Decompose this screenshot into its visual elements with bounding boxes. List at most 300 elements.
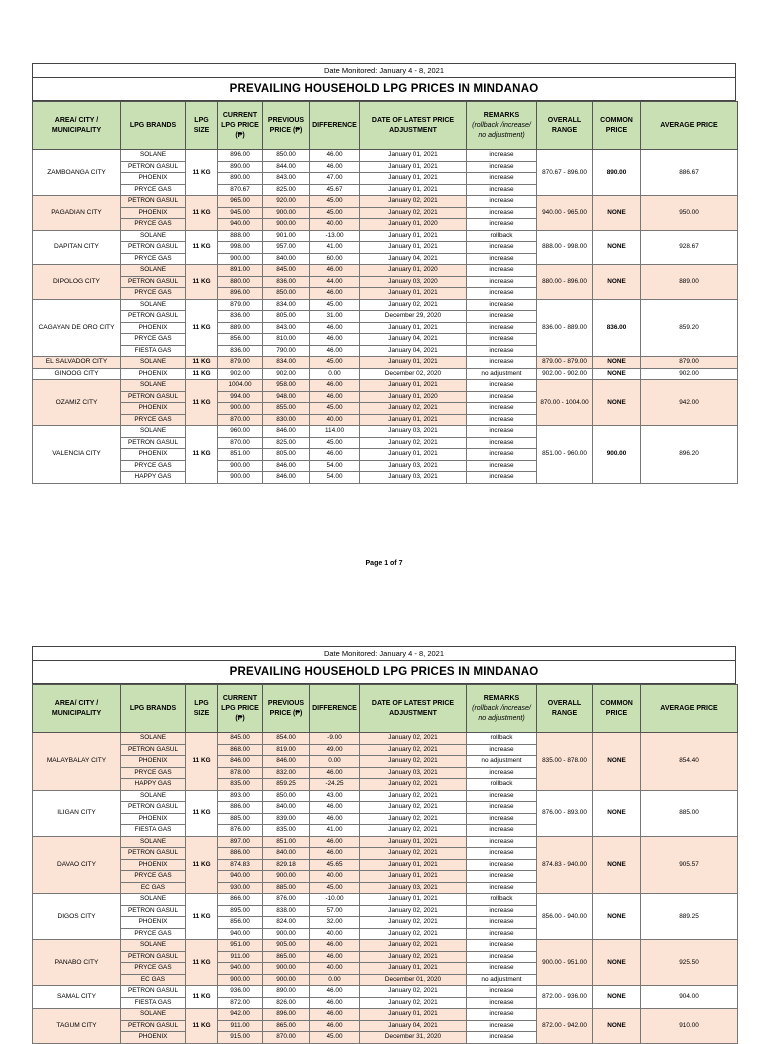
brand-cell: SOLANE xyxy=(121,357,186,369)
date-monitored: Date Monitored: January 4 - 8, 2021 xyxy=(32,646,736,660)
brand-cell: FIESTA GAS xyxy=(121,825,186,837)
brand-cell: PRYCE GAS xyxy=(121,184,186,196)
current-price-cell: 890.00 xyxy=(218,161,263,173)
difference-cell: 54.00 xyxy=(310,460,360,472)
header-area: AREA/ CITY / MUNICIPALITY xyxy=(33,685,121,733)
previous-price-cell: 870.00 xyxy=(263,1032,310,1044)
previous-price-cell: 830.00 xyxy=(263,414,310,426)
remarks-cell: increase xyxy=(467,790,537,802)
date-cell: January 02, 2021 xyxy=(360,790,467,802)
previous-price-cell: 885.00 xyxy=(263,882,310,894)
brand-cell: PHOENIX xyxy=(121,368,186,380)
current-price-cell: 846.00 xyxy=(218,756,263,768)
average-price-cell: 859.20 xyxy=(641,299,738,357)
average-price-cell: 886.67 xyxy=(641,150,738,196)
previous-price-cell: 920.00 xyxy=(263,196,310,208)
difference-cell: -10.00 xyxy=(310,894,360,906)
date-cell: January 01, 2021 xyxy=(360,322,467,334)
brand-cell: EC GAS xyxy=(121,974,186,986)
current-price-cell: 845.00 xyxy=(218,733,263,745)
remarks-cell: increase xyxy=(467,414,537,426)
remarks-cell: increase xyxy=(467,472,537,484)
previous-price-cell: 845.00 xyxy=(263,265,310,277)
remarks-cell: increase xyxy=(467,813,537,825)
area-cell: DIGOS CITY xyxy=(33,894,121,940)
brand-cell: PETRON GASUL xyxy=(121,986,186,998)
difference-cell: -9.00 xyxy=(310,733,360,745)
range-cell: 900.00 - 951.00 xyxy=(537,940,593,986)
brand-cell: PRYCE GAS xyxy=(121,414,186,426)
table-row xyxy=(33,790,738,802)
brand-cell: HAPPY GAS xyxy=(121,472,186,484)
brand-cell: PHOENIX xyxy=(121,859,186,871)
range-cell: 902.00 - 902.00 xyxy=(537,368,593,380)
average-price-cell: 904.00 xyxy=(641,986,738,1009)
table-header-row xyxy=(33,685,738,733)
area-cell: DAPITAN CITY xyxy=(33,230,121,265)
table-row xyxy=(33,940,738,952)
current-price-cell: 945.00 xyxy=(218,207,263,219)
difference-cell: 46.00 xyxy=(310,265,360,277)
remarks-cell: increase xyxy=(467,380,537,392)
difference-cell: 46.00 xyxy=(310,150,360,162)
difference-cell: 45.00 xyxy=(310,207,360,219)
size-cell: 11 KG xyxy=(186,940,218,986)
date-cell: January 03, 2021 xyxy=(360,767,467,779)
size-cell: 11 KG xyxy=(186,368,218,380)
previous-price-cell: 905.00 xyxy=(263,940,310,952)
brand-cell: PHOENIX xyxy=(121,449,186,461)
size-cell: 11 KG xyxy=(186,357,218,369)
date-cell: January 03, 2021 xyxy=(360,426,467,438)
current-price-cell: 870.67 xyxy=(218,184,263,196)
brand-cell: PETRON GASUL xyxy=(121,802,186,814)
common-price-cell: 836.00 xyxy=(593,299,641,357)
current-price-cell: 872.00 xyxy=(218,997,263,1009)
header-remarks-label: REMARKS xyxy=(483,111,520,119)
current-price-cell: 856.00 xyxy=(218,917,263,929)
difference-cell: 46.00 xyxy=(310,288,360,300)
difference-cell: 31.00 xyxy=(310,311,360,323)
range-cell: 876.00 - 893.00 xyxy=(537,790,593,836)
remarks-cell: increase xyxy=(467,882,537,894)
common-price-cell: NONE xyxy=(593,380,641,426)
table-row xyxy=(33,230,738,242)
difference-cell: 41.00 xyxy=(310,242,360,254)
previous-price-cell: 865.00 xyxy=(263,1020,310,1032)
price-table xyxy=(32,684,738,1044)
date-cell: December 01, 2020 xyxy=(360,974,467,986)
remarks-cell: increase xyxy=(467,848,537,860)
difference-cell: 45.00 xyxy=(310,196,360,208)
remarks-cell: increase xyxy=(467,161,537,173)
current-price-cell: 998.00 xyxy=(218,242,263,254)
table-row xyxy=(33,733,738,745)
previous-price-cell: 840.00 xyxy=(263,253,310,265)
range-cell: 940.00 - 965.00 xyxy=(537,196,593,231)
brand-cell: PRYCE GAS xyxy=(121,219,186,231)
range-cell: 836.00 - 889.00 xyxy=(537,299,593,357)
difference-cell: 0.00 xyxy=(310,368,360,380)
date-cell: January 03, 2021 xyxy=(360,882,467,894)
brand-cell: PETRON GASUL xyxy=(121,311,186,323)
report-title: PREVAILING HOUSEHOLD LPG PRICES IN MINDANAO xyxy=(32,660,736,684)
range-cell: 835.00 - 878.00 xyxy=(537,733,593,791)
brand-cell: SOLANE xyxy=(121,1009,186,1021)
previous-price-cell: 900.00 xyxy=(263,207,310,219)
size-cell: 11 KG xyxy=(186,380,218,426)
remarks-cell: increase xyxy=(467,196,537,208)
previous-price-cell: 805.00 xyxy=(263,449,310,461)
date-cell: January 02, 2021 xyxy=(360,207,467,219)
date-cell: December 29, 2020 xyxy=(360,311,467,323)
date-cell: January 02, 2021 xyxy=(360,403,467,415)
brand-cell: PRYCE GAS xyxy=(121,253,186,265)
header-date: DATE OF LATEST PRICE ADJUSTMENT xyxy=(360,102,467,150)
range-cell: 870.00 - 1004.00 xyxy=(537,380,593,426)
average-price-cell: 889.25 xyxy=(641,894,738,940)
brand-cell: PETRON GASUL xyxy=(121,951,186,963)
brand-cell: PHOENIX xyxy=(121,756,186,768)
header-brands: LPG BRANDS xyxy=(121,685,186,733)
previous-price-cell: 900.00 xyxy=(263,974,310,986)
difference-cell: 43.00 xyxy=(310,790,360,802)
previous-price-cell: 835.00 xyxy=(263,825,310,837)
date-cell: January 01, 2021 xyxy=(360,230,467,242)
remarks-cell: increase xyxy=(467,311,537,323)
table-row xyxy=(33,836,738,848)
current-price-cell: 886.00 xyxy=(218,848,263,860)
current-price-cell: 940.00 xyxy=(218,963,263,975)
size-cell: 11 KG xyxy=(186,150,218,196)
previous-price-cell: 825.00 xyxy=(263,437,310,449)
average-price-cell: 889.00 xyxy=(641,265,738,300)
date-cell: January 04, 2021 xyxy=(360,253,467,265)
previous-price-cell: 843.00 xyxy=(263,173,310,185)
remarks-cell: increase xyxy=(467,299,537,311)
previous-price-cell: 840.00 xyxy=(263,802,310,814)
previous-price-cell: 846.00 xyxy=(263,756,310,768)
difference-cell: 57.00 xyxy=(310,905,360,917)
current-price-cell: 896.00 xyxy=(218,150,263,162)
current-price-cell: 836.00 xyxy=(218,311,263,323)
common-price-cell: NONE xyxy=(593,368,641,380)
remarks-cell: increase xyxy=(467,253,537,265)
size-cell: 11 KG xyxy=(186,265,218,300)
current-price-cell: 870.00 xyxy=(218,414,263,426)
remarks-cell: increase xyxy=(467,403,537,415)
brand-cell: PHOENIX xyxy=(121,917,186,929)
difference-cell: 40.00 xyxy=(310,963,360,975)
header-average: AVERAGE PRICE xyxy=(641,102,738,150)
header-average: AVERAGE PRICE xyxy=(641,685,738,733)
brand-cell: EC GAS xyxy=(121,882,186,894)
brand-cell: SOLANE xyxy=(121,265,186,277)
size-cell: 11 KG xyxy=(186,733,218,791)
size-cell: 11 KG xyxy=(186,836,218,894)
area-cell: ZAMBOANGA CITY xyxy=(33,150,121,196)
date-cell: January 02, 2021 xyxy=(360,813,467,825)
previous-price-cell: 824.00 xyxy=(263,917,310,929)
header-range: OVERALL RANGE xyxy=(537,685,593,733)
page-number: Page 1 of 7 xyxy=(365,560,403,567)
previous-price-cell: 896.00 xyxy=(263,1009,310,1021)
date-cell: January 04, 2021 xyxy=(360,334,467,346)
difference-cell: 46.00 xyxy=(310,767,360,779)
brand-cell: PRYCE GAS xyxy=(121,767,186,779)
difference-cell: 40.00 xyxy=(310,219,360,231)
size-cell: 11 KG xyxy=(186,230,218,265)
previous-price-cell: 846.00 xyxy=(263,460,310,472)
area-cell: TAGUM CITY xyxy=(33,1009,121,1044)
table-body xyxy=(33,150,738,484)
brand-cell: PETRON GASUL xyxy=(121,196,186,208)
previous-price-cell: 900.00 xyxy=(263,219,310,231)
previous-price-cell: 948.00 xyxy=(263,391,310,403)
date-cell: January 01, 2021 xyxy=(360,288,467,300)
date-cell: January 02, 2021 xyxy=(360,779,467,791)
difference-cell: 46.00 xyxy=(310,951,360,963)
current-price-cell: 994.00 xyxy=(218,391,263,403)
brand-cell: PETRON GASUL xyxy=(121,242,186,254)
area-cell: DIPOLOG CITY xyxy=(33,265,121,300)
remarks-cell: increase xyxy=(467,1020,537,1032)
average-price-cell: 879.00 xyxy=(641,357,738,369)
remarks-cell: increase xyxy=(467,1032,537,1044)
previous-price-cell: 902.00 xyxy=(263,368,310,380)
date-cell: January 01, 2021 xyxy=(360,173,467,185)
date-cell: January 02, 2021 xyxy=(360,928,467,940)
date-cell: January 02, 2021 xyxy=(360,997,467,1009)
current-price-cell: 874.83 xyxy=(218,859,263,871)
current-price-cell: 851.00 xyxy=(218,449,263,461)
previous-price-cell: 790.00 xyxy=(263,345,310,357)
area-cell: PANABO CITY xyxy=(33,940,121,986)
header-brands: LPG BRANDS xyxy=(121,102,186,150)
difference-cell: 45.65 xyxy=(310,859,360,871)
previous-price-cell: 876.00 xyxy=(263,894,310,906)
current-price-cell: 897.00 xyxy=(218,836,263,848)
current-price-cell: 889.00 xyxy=(218,322,263,334)
current-price-cell: 915.00 xyxy=(218,1032,263,1044)
difference-cell: 46.00 xyxy=(310,449,360,461)
area-cell: GINOOG CITY xyxy=(33,368,121,380)
brand-cell: PHOENIX xyxy=(121,322,186,334)
difference-cell: 46.00 xyxy=(310,848,360,860)
date-cell: January 01, 2021 xyxy=(360,1009,467,1021)
area-cell: PAGADIAN CITY xyxy=(33,196,121,231)
date-monitored: Date Monitored: January 4 - 8, 2021 xyxy=(32,63,736,77)
remarks-cell: increase xyxy=(467,265,537,277)
table-row xyxy=(33,1009,738,1021)
current-price-cell: 868.00 xyxy=(218,744,263,756)
size-cell: 11 KG xyxy=(186,196,218,231)
date-cell: January 01, 2021 xyxy=(360,963,467,975)
date-cell: January 02, 2021 xyxy=(360,951,467,963)
previous-price-cell: 844.00 xyxy=(263,161,310,173)
remarks-cell: increase xyxy=(467,871,537,883)
date-cell: January 02, 2021 xyxy=(360,733,467,745)
difference-cell: 45.00 xyxy=(310,1032,360,1044)
header-size: LPG SIZE xyxy=(186,685,218,733)
date-cell: January 03, 2021 xyxy=(360,460,467,472)
date-cell: January 02, 2021 xyxy=(360,940,467,952)
common-price-cell: NONE xyxy=(593,940,641,986)
current-price-cell: 902.00 xyxy=(218,368,263,380)
previous-price-cell: 838.00 xyxy=(263,905,310,917)
current-price-cell: 879.00 xyxy=(218,357,263,369)
date-cell: January 04, 2021 xyxy=(360,345,467,357)
table-row xyxy=(33,265,738,277)
difference-cell: 46.00 xyxy=(310,334,360,346)
current-price-cell: 895.00 xyxy=(218,905,263,917)
table-header-row xyxy=(33,102,738,150)
date-cell: January 01, 2020 xyxy=(360,219,467,231)
date-cell: January 01, 2020 xyxy=(360,265,467,277)
current-price-cell: 870.00 xyxy=(218,437,263,449)
remarks-cell: increase xyxy=(467,767,537,779)
date-cell: January 02, 2021 xyxy=(360,917,467,929)
average-price-cell: 910.00 xyxy=(641,1009,738,1044)
remarks-cell: rollback xyxy=(467,894,537,906)
remarks-cell: increase xyxy=(467,357,537,369)
previous-price-cell: 851.00 xyxy=(263,836,310,848)
date-cell: January 01, 2021 xyxy=(360,414,467,426)
remarks-cell: increase xyxy=(467,449,537,461)
current-price-cell: 856.00 xyxy=(218,334,263,346)
difference-cell: 46.00 xyxy=(310,986,360,998)
date-cell: January 01, 2021 xyxy=(360,871,467,883)
difference-cell: 46.00 xyxy=(310,813,360,825)
brand-cell: SOLANE xyxy=(121,150,186,162)
previous-price-cell: 865.00 xyxy=(263,951,310,963)
difference-cell: 46.00 xyxy=(310,940,360,952)
brand-cell: PRYCE GAS xyxy=(121,871,186,883)
previous-price-cell: 819.00 xyxy=(263,744,310,756)
current-price-cell: 911.00 xyxy=(218,1020,263,1032)
range-cell: 879.00 - 879.00 xyxy=(537,357,593,369)
remarks-cell: increase xyxy=(467,219,537,231)
current-price-cell: 885.00 xyxy=(218,813,263,825)
remarks-cell: rollback xyxy=(467,779,537,791)
average-price-cell: 854.40 xyxy=(641,733,738,791)
remarks-cell: increase xyxy=(467,322,537,334)
date-cell: January 01, 2021 xyxy=(360,357,467,369)
remarks-cell: increase xyxy=(467,288,537,300)
date-cell: January 02, 2021 xyxy=(360,196,467,208)
remarks-cell: increase xyxy=(467,940,537,952)
common-price-cell: NONE xyxy=(593,733,641,791)
area-cell: ILIGAN CITY xyxy=(33,790,121,836)
difference-cell: 46.00 xyxy=(310,802,360,814)
current-price-cell: 900.00 xyxy=(218,460,263,472)
difference-cell: -24.25 xyxy=(310,779,360,791)
size-cell: 11 KG xyxy=(186,1009,218,1044)
current-price-cell: 940.00 xyxy=(218,219,263,231)
brand-cell: PRYCE GAS xyxy=(121,288,186,300)
brand-cell: PHOENIX xyxy=(121,207,186,219)
date-cell: January 01, 2020 xyxy=(360,391,467,403)
current-price-cell: 965.00 xyxy=(218,196,263,208)
size-cell: 11 KG xyxy=(186,299,218,357)
remarks-cell: increase xyxy=(467,836,537,848)
difference-cell: 114.00 xyxy=(310,426,360,438)
remarks-cell: increase xyxy=(467,150,537,162)
current-price-cell: 940.00 xyxy=(218,871,263,883)
difference-cell: 46.00 xyxy=(310,1020,360,1032)
brand-cell: PETRON GASUL xyxy=(121,391,186,403)
report-title: PREVAILING HOUSEHOLD LPG PRICES IN MINDANAO xyxy=(32,77,736,101)
header-difference: DIFFERENCE xyxy=(310,102,360,150)
remarks-cell: no adjustment xyxy=(467,756,537,768)
header-current: CURRENT LPG PRICE (₱) xyxy=(218,102,263,150)
previous-price-cell: 840.00 xyxy=(263,848,310,860)
previous-price-cell: 850.00 xyxy=(263,288,310,300)
date-cell: January 04, 2021 xyxy=(360,1020,467,1032)
table-row xyxy=(33,986,738,998)
date-cell: December 02, 2020 xyxy=(360,368,467,380)
header-remarks-label: REMARKS xyxy=(483,694,520,702)
date-cell: January 02, 2021 xyxy=(360,744,467,756)
range-cell: 870.67 - 896.00 xyxy=(537,150,593,196)
date-cell: January 01, 2021 xyxy=(360,859,467,871)
common-price-cell: NONE xyxy=(593,230,641,265)
table-row xyxy=(33,196,738,208)
remarks-cell: increase xyxy=(467,802,537,814)
current-price-cell: 900.00 xyxy=(218,253,263,265)
current-price-cell: 888.00 xyxy=(218,230,263,242)
brand-cell: SOLANE xyxy=(121,940,186,952)
previous-price-cell: 846.00 xyxy=(263,472,310,484)
difference-cell: 46.00 xyxy=(310,380,360,392)
difference-cell: 47.00 xyxy=(310,173,360,185)
current-price-cell: 890.00 xyxy=(218,173,263,185)
remarks-cell: increase xyxy=(467,825,537,837)
header-remarks xyxy=(467,102,537,150)
range-cell: 888.00 - 998.00 xyxy=(537,230,593,265)
price-table xyxy=(32,101,738,484)
header-date: DATE OF LATEST PRICE ADJUSTMENT xyxy=(360,685,467,733)
brand-cell: PRYCE GAS xyxy=(121,460,186,472)
header-range: OVERALL RANGE xyxy=(537,102,593,150)
remarks-cell: rollback xyxy=(467,230,537,242)
remarks-cell: increase xyxy=(467,1009,537,1021)
brand-cell: PETRON GASUL xyxy=(121,848,186,860)
remarks-cell: no adjustment xyxy=(467,974,537,986)
range-cell: 874.83 - 940.00 xyxy=(537,836,593,894)
average-price-cell: 950.00 xyxy=(641,196,738,231)
report-page-2 xyxy=(32,646,736,1044)
size-cell: 11 KG xyxy=(186,790,218,836)
brand-cell: PHOENIX xyxy=(121,1032,186,1044)
header-common: COMMON PRICE xyxy=(593,102,641,150)
header-previous: PREVIOUS PRICE (₱) xyxy=(263,685,310,733)
average-price-cell: 905.57 xyxy=(641,836,738,894)
date-cell: January 01, 2021 xyxy=(360,242,467,254)
brand-cell: PHOENIX xyxy=(121,173,186,185)
difference-cell: 0.00 xyxy=(310,756,360,768)
brand-cell: PETRON GASUL xyxy=(121,744,186,756)
difference-cell: 46.00 xyxy=(310,997,360,1009)
brand-cell: SOLANE xyxy=(121,380,186,392)
difference-cell: 45.00 xyxy=(310,437,360,449)
table-row xyxy=(33,368,738,380)
current-price-cell: 940.00 xyxy=(218,928,263,940)
header-remarks-note: (rollback /increase/ no adjustment) xyxy=(472,121,531,139)
report-page-1 xyxy=(32,63,736,484)
date-cell: January 01, 2021 xyxy=(360,150,467,162)
average-price-cell: 885.00 xyxy=(641,790,738,836)
